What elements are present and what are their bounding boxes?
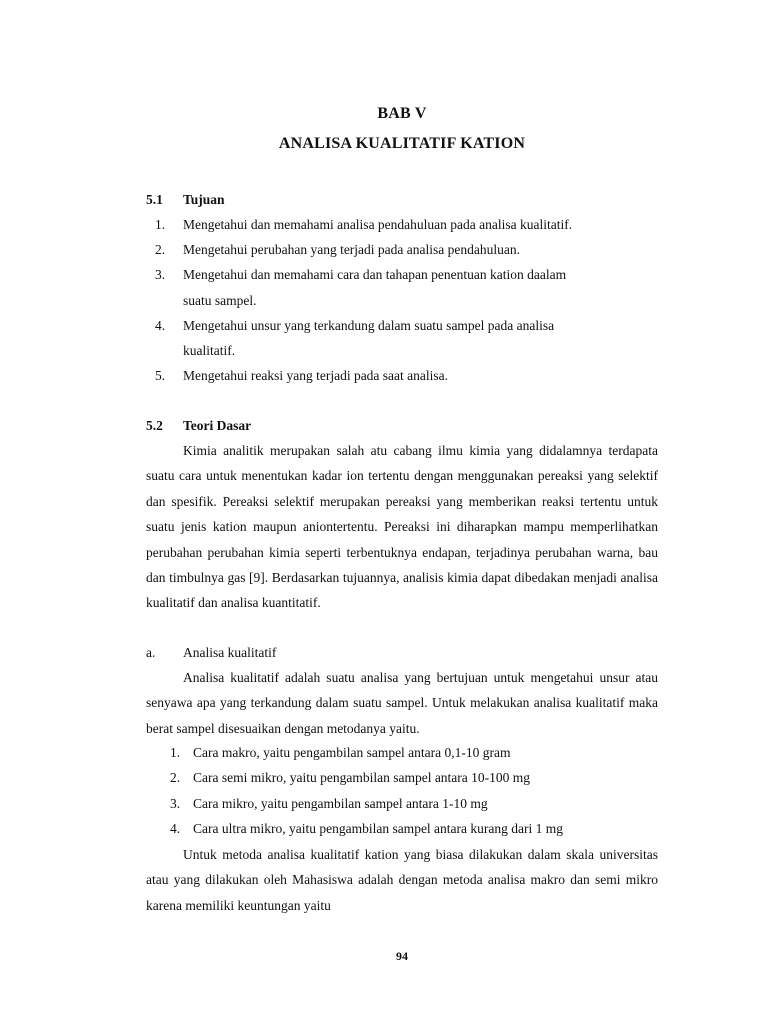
list-item-text-continued: kualitatif.: [183, 343, 236, 358]
list-item-text: Mengetahui reaksi yang terjadi pada saat analisa.: [183, 368, 449, 383]
section-title: Teori Dasar: [183, 418, 252, 433]
analisa-kualitatif-paragraph: Analisa kualitatif adalah suatu analisa yang bertujuan untuk mengetahui unsur atau senyawa apa yang terkandung dalam suatu sampel. Untuk melakukan analisa kualitatif maka berat sampel disesuaikan dengan metodanya yaitu.: [146, 670, 658, 736]
chapter-label: BAB V: [377, 105, 427, 122]
list-item-number: 2.: [155, 242, 166, 257]
list-item-text: Mengetahui dan memahami analisa pendahuluan pada analisa kualitatif.: [183, 217, 573, 232]
list-item-text-continued: suatu sampel.: [183, 293, 257, 308]
page-number: 94: [396, 949, 408, 963]
list-item-number: 5.: [155, 368, 166, 383]
subsection-heading: Analisa kualitatif: [183, 645, 277, 660]
list-item-text: Cara ultra mikro, yaitu pengambilan sampel antara kurang dari 1 mg: [193, 821, 564, 836]
section-title: Tujuan: [183, 192, 225, 207]
list-item-number: 1.: [170, 745, 181, 760]
list-item-text: Mengetahui perubahan yang terjadi pada analisa pendahuluan.: [183, 242, 520, 257]
list-item-number: 4.: [170, 821, 181, 836]
list-item-text: Mengetahui unsur yang terkandung dalam suatu sampel pada analisa: [183, 318, 555, 333]
list-item-number: 3.: [170, 796, 181, 811]
section-number: 5.1: [146, 192, 163, 207]
section-heading-teori-dasar: [146, 417, 251, 435]
list-item-number: 1.: [155, 217, 166, 232]
list-item-text: Cara semi mikro, yaitu pengambilan sampel antara 10-100 mg: [193, 770, 531, 785]
section-heading-tujuan: [146, 191, 225, 209]
list-item-number: 3.: [155, 267, 166, 282]
teori-dasar-paragraph: Kimia analitik merupakan salah atu cabang ilmu kimia yang didalamnya terdapata suatu cara untuk menentukan kadar ion tertentu dengan menggunakan pereaksi yang selektif dan spesifik. Pereaksi selektif merupakan pereaksi yang memberikan reaksi tertentu untuk suatu jenis kation maupun aniontertentu. Pereaksi ini diharapkan mampu memperlihatkan perubahan perubahan kimia seperti terbentuknya endapan, terjadinya perubahan warna, bau dan timbulnya gas [9]. Berdasarkan tujuannya, analisis kimia dapat dibedakan menjadi analisa kualitatif dan analisa kuantitatif.: [146, 443, 658, 611]
subsection-letter: a.: [146, 645, 156, 660]
list-item-number: 4.: [155, 318, 166, 333]
metoda-paragraph: Untuk metoda analisa kualitatif kation yang biasa dilakukan dalam skala universitas atau yang dilakukan oleh Mahasiswa adalah dengan metoda analisa makro dan semi mikro karena memiliki keuntungan yaitu: [146, 847, 658, 913]
section-number: 5.2: [146, 418, 163, 433]
list-item-number: 2.: [170, 770, 181, 785]
chapter-title: ANALISA KUALITATIF KATION: [278, 135, 526, 152]
list-item-text: Mengetahui dan memahami cara dan tahapan penentuan kation daalam: [183, 267, 567, 282]
list-item-text: Cara mikro, yaitu pengambilan sampel antara 1-10 mg: [193, 796, 488, 811]
list-item-text: Cara makro, yaitu pengambilan sampel antara 0,1-10 gram: [193, 745, 511, 760]
